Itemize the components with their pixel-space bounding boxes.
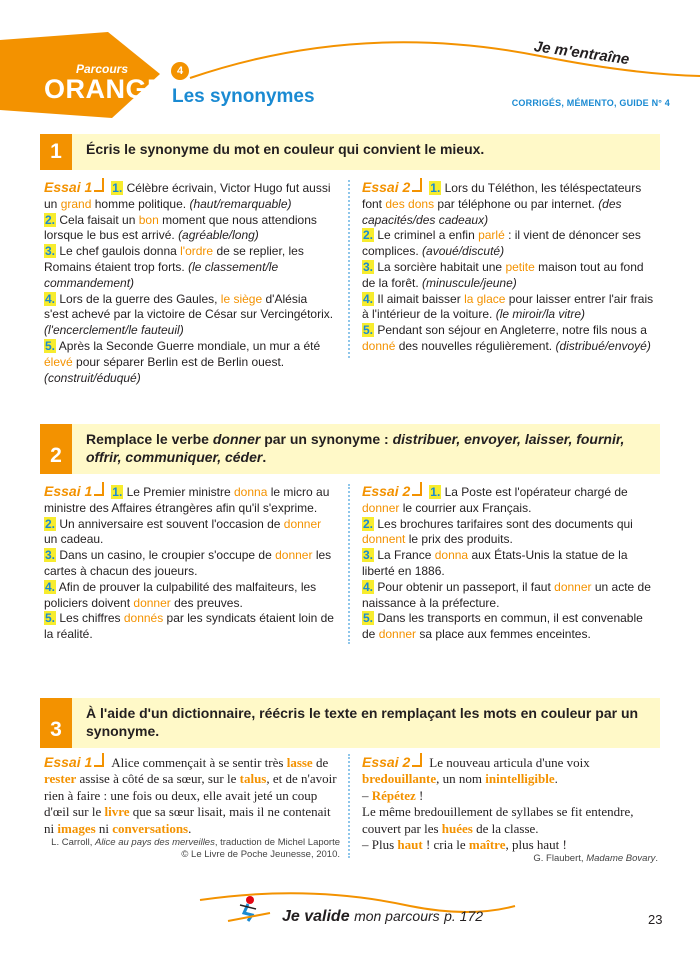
highlighted-word: donner <box>133 595 171 610</box>
item-number: 1. <box>112 485 123 499</box>
exercise-1-essai-1: Essai 1 1. Célèbre écrivain, Victor Hugo fut aussi un grand homme politique. (haut/remarquable) 2. Cela faisait un bon moment que nous attendions lorsque le bus est arrivé. (agréable/long) 3. Le chef gaulois donna l'ordre de se replier, les Romains étaient trop forts. (le classement/le commandement) 4. Lors de la guerre des Gaules, le siège d'Alésia s'est achevé par la victoire de César sur Vercingétorix. (l'encerclement/le fauteuil) 5. Après la Seconde Guerre mondiale, un mur a été élevé pour séparer Berlin est de Berlin ouest. (construit/éduqué) <box>44 179 334 385</box>
exercise-number-badge <box>40 698 72 748</box>
exercise-number-badge <box>40 424 72 474</box>
exercise-3-header <box>40 698 660 748</box>
source-credit: L. Carroll, Alice au pays des merveilles, traduction de Michel Laporte <box>51 837 340 849</box>
highlighted-word: donna <box>234 485 268 499</box>
skier-icon <box>226 895 272 925</box>
exercise-2-essai-1: Essai 1 1. Le Premier ministre donna le micro au ministre des Affaires étrangères afin qu'il s'exprime. 2. Un anniversaire est souvent l'occasion de donner un cadeau. 3. Dans un casino, le croupier s'occupe de donner les cartes à chacun des joueurs. 4. Afin de prouver la culpabilité des malfaiteurs, les policiers doivent donner des preuves. 5. Les chiffres donnés par les syndicats étaient loin de la réalité. <box>44 483 334 642</box>
exercise-1-essai-2: Essai 2 1. Lors du Téléthon, les téléspectateurs font des dons par téléphone ou par internet. (des capacités/des cadeaux) 2. Le criminel a enfin parlé : il vient de dénoncer ses complices. (avoué/discuté) 3. La sorcière habitait une petite maison tout au fond de la forêt. (minuscule/jeune) 4. Il aimait baisser la glace pour laisser entrer l'air frais à l'intérieur de la voiture. (le miroir/la vitre) 5. Pendant son séjour en Angleterre, notre fils nous a donné des nouvelles régulièrement. (distribué/envoyé) <box>362 179 654 353</box>
footer-validate-link[interactable]: Je valide mon parcours p. 172 <box>282 908 484 925</box>
choices: (agréable/long) <box>178 228 259 243</box>
column-divider <box>348 180 350 358</box>
highlighted-word: images <box>57 820 96 836</box>
highlighted-word: petite <box>505 259 535 274</box>
highlighted-word: l'ordre <box>180 244 214 259</box>
exercise-number: 1 <box>50 140 62 163</box>
section-tag: Je m'entraîne <box>532 38 631 69</box>
essai-bracket-icon <box>92 755 106 767</box>
item-number: 1. <box>112 181 123 195</box>
essai-label: Essai 2 <box>362 483 411 499</box>
highlighted-word: donné <box>362 338 396 353</box>
item-number: 2. <box>45 212 56 227</box>
choices: (l'encerclement/le fauteuil) <box>44 323 184 338</box>
highlighted-word: bon <box>138 212 159 227</box>
highlighted-word: huées <box>441 820 473 836</box>
exercise-3-essai-1: Essai 1 Alice commençait à se sentir très lasse de rester assise à côté de sa sœur, sur le talus, et de n'avoir rien à faire : une fois ou deux, elle avait jeté un coup d'œil sur le livre que sa sœur lisait, mais il ne contenait ni images ni conversations. L. Carroll, Alice au pays des merveilles, traduction de Michel Laporte © Le Livre de Poche Jeunesse, 2010. <box>44 754 340 861</box>
column-divider <box>348 484 350 644</box>
item-number: 5. <box>45 338 56 353</box>
exercise-instruction: Remplace le verbe donner par un synonyme : distribuer, envoyer, laisser, fournir, offrir, communiquer, céder. <box>86 431 625 465</box>
item-number: 4. <box>45 291 56 306</box>
exercise-2-header <box>40 424 660 474</box>
highlighted-word: la glace <box>464 291 506 306</box>
essai-label: Essai 1 <box>44 179 93 195</box>
essai-label: Essai 1 <box>44 483 93 499</box>
exercise-instruction: Écris le synonyme du mot en couleur qui convient le mieux. <box>86 141 485 157</box>
highlighted-word: conversations <box>112 820 189 836</box>
highlighted-word: donner <box>283 516 322 531</box>
choices: (avoué/discuté) <box>422 244 505 259</box>
essai-bracket-icon <box>410 484 424 496</box>
item-number: 2. <box>363 228 374 243</box>
item-number: 1. <box>430 485 441 499</box>
parcours-label: Parcours <box>75 62 129 76</box>
exercise-number: 3 <box>50 718 62 741</box>
highlighted-word: donner <box>362 500 400 515</box>
highlighted-word: rester <box>44 771 77 787</box>
exercise-2-essai-2: Essai 2 1. La Poste est l'opérateur chargé de donner le courrier aux Français. 2. Les brochures tarifaires sont des documents qui donnent le prix des produits. 3. La France donna aux États-Unis la statue de la liberté en 1886. 4. Pour obtenir un passeport, il faut donner un acte de naissance à la préfecture. 5. Dans les transports en commun, il est convenable de donner sa place aux femmes enceintes. <box>362 483 651 642</box>
highlighted-word: bredouillante <box>362 771 437 787</box>
essai-label: Essai 2 <box>362 179 411 195</box>
exercise-3-essai-2: Essai 2 Le nouveau articula d'une voix bredouillante, un nom inintelligible. – Répétez ! Le même bredouillement de syllabes se fit entendre, couvert par les huées de la classe. – Plus haut ! cria le maître, plus haut ! G. Flaubert, Madame Bovary. <box>362 754 658 865</box>
choices: (des capacités/des cadeaux) <box>362 196 622 227</box>
choices: (le classement/le commandement) <box>44 259 279 290</box>
exercise-number-badge <box>40 134 72 170</box>
item-number: 4. <box>363 579 374 594</box>
highlighted-word: des dons <box>385 196 435 211</box>
essai-label: Essai 1 <box>44 754 93 770</box>
highlighted-word: grand <box>60 196 92 211</box>
highlighted-word: le siège <box>220 291 263 306</box>
exercise-instruction: À l'aide d'un dictionnaire, réécris le texte en remplaçant les mots en couleur par un synonyme. <box>86 705 639 739</box>
highlighted-word: parlé <box>478 228 505 243</box>
item-number: 1. <box>430 181 441 195</box>
reference-note: CORRIGÉS, MÉMENTO, GUIDE N° 4 <box>511 98 670 108</box>
essai-bracket-icon <box>92 484 106 496</box>
highlighted-word: Répétez <box>371 787 416 803</box>
chapter-title: Les synonymes <box>172 86 315 107</box>
source-credit: G. Flaubert, Madame Bovary. <box>533 853 658 865</box>
exercise-1-header <box>40 134 660 170</box>
item-number: 3. <box>363 548 374 563</box>
choices: (le miroir/la vitre) <box>495 307 586 322</box>
column-divider <box>348 754 350 858</box>
level-label: ORANGE <box>44 74 166 104</box>
item-number: 2. <box>45 516 56 531</box>
choices: (distribué/envoyé) <box>555 338 651 353</box>
item-number: 4. <box>45 579 56 594</box>
item-number: 5. <box>45 611 56 626</box>
item-number: 5. <box>363 323 374 338</box>
highlighted-word: élevé <box>44 354 73 369</box>
highlighted-word: donner <box>275 548 313 563</box>
essai-bracket-icon <box>410 755 424 767</box>
highlighted-word: lasse <box>286 755 313 770</box>
highlighted-word: livre <box>104 804 130 820</box>
choices: (minuscule/jeune) <box>422 275 517 290</box>
choices: (haut/remarquable) <box>189 196 292 211</box>
highlighted-word: haut <box>397 837 423 853</box>
highlighted-word: donner <box>554 579 592 594</box>
item-number: 5. <box>363 611 374 626</box>
item-number: 2. <box>363 516 374 531</box>
exercise-number: 2 <box>50 444 62 467</box>
item-number: 4. <box>363 291 374 306</box>
essai-bracket-icon <box>410 180 424 192</box>
item-number: 3. <box>45 548 56 563</box>
page-number: 23 <box>648 912 663 927</box>
highlighted-word: donnés <box>123 611 164 626</box>
highlighted-word: inintelligible <box>485 771 555 787</box>
highlighted-word: donna <box>434 548 469 563</box>
choices: (construit/éduqué) <box>44 370 141 385</box>
highlighted-word: talus <box>239 771 267 787</box>
essai-label: Essai 2 <box>362 754 411 770</box>
highlighted-word: donnent <box>362 532 406 547</box>
essai-bracket-icon <box>92 180 106 192</box>
item-number: 3. <box>45 244 56 259</box>
highlighted-word: donner <box>378 627 417 642</box>
source-copyright: © Le Livre de Poche Jeunesse, 2010. <box>181 849 340 861</box>
chapter-number-badge: 4 <box>171 62 189 80</box>
item-number: 3. <box>363 259 374 274</box>
highlighted-word: maître <box>468 837 506 853</box>
